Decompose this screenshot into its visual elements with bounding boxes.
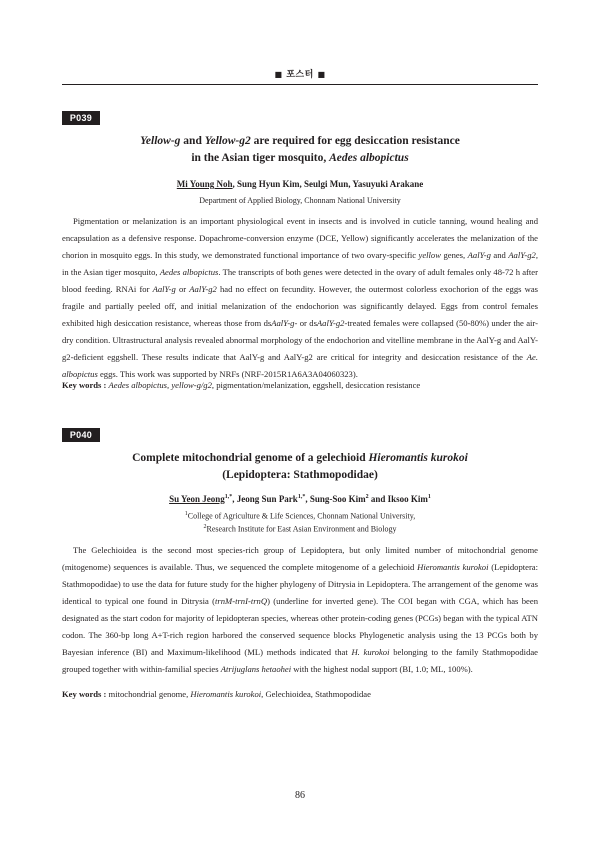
p039-title: Yellow-g and Yellow-g2 are required for egg desiccation resistance in the Asian tiger mosquito, Aedes albopictus [140,135,460,164]
p039-authors: Mi Young Noh, Sung Hyun Kim, Seulgi Mun, Yasuyuki Arakane [176,179,424,189]
p040-authors: Su Yeon Jeong$^{1,*}$, Jeong Sun Park$^{1,*}$, Sung-Soo Kim$^2$ and Iksoo Kim$^1$ [169,494,431,504]
p040-title: Complete mitochondrial genome of a gelechioid Hieromantis kurokoi (Lepidoptera: Stathmopodidae) [132,452,468,481]
p040-affiliations: $^1$College of Agriculture & Life Sciences, Chonnam National University, $^2$Research Institute for East Asian Environment and Biology [184,511,416,534]
poster-tag-p039: P039 [62,111,100,125]
page-number: 86 [295,790,305,801]
p040-keywords: Key words : mitochondrial genome, Hieromantis kurokoi, Gelechioidea, Stathmopodidae [62,689,371,699]
square-mark-right: ■ [317,70,326,79]
p039-keywords: Key words : Aedes albopictus, yellow-g/g2, pigmentation/melanization, eggshell, desiccation resistance [62,380,421,390]
square-mark-left: ■ [274,70,283,79]
header-divider [62,84,538,85]
p039-affiliation: Department of Applied Biology, Chonnam National University [199,196,401,205]
header-label: 포스터 [286,70,314,80]
p039-abstract: Pigmentation or melanization is an important physiological event in insects and is involved in cuticle tanning, wound healing and encapsulation as a defensive response. Dopachrome-conversion enzyme (DCE, Yellow) significantly accelerates the melanization of the chorion in mosquito eggs. In this study, we demonstrated functional importance of two ovary-specific yellow genes, AalY-g and AalY-g2, in the Asian tiger mosquito, Aedes albopictus. The transcripts of both genes were detected in the ovary of adult females only 48-72 h after blood feeding. RNAi for AalY-g or AalY-g2 had no effect on fecundity. However, the outermost colorless exochorion of the eggs was fragile and partially peeled off, and initial melanization of the endochorion was significantly delayed. Eggs from control females exhibited high desiccation resistance, whereas those from dsAalY-g- or dsAalY-g2-treated females were collapsed (50-80%) under the air-dry condition. Ultrastructural analysis revealed abnormal morphology of the endochorion and vitelline membrane in the AalY-g and AalY-g2-deficient eggshell. These results indicate that AalY-g and AalY-g2 are critical for integrity and desiccation resistance of the Ae. albopictus eggs. This work was supported by NRFs (NRF-2015R1A6A3A04060323). [62,216,538,379]
page-header [0,67,600,80]
p040-abstract: The Gelechioidea is the second most species-rich group of Lepidoptera, but only limited number of mitochondrial genome (mitogenome) sequences is available. Thus, we sequenced the complete mitogenome of a gelechioid Hieromantis kurokoi (Lepidoptera: Stathmopodidae) to use the data for future study for the higher phylogeny of Ditrysia in Lepidoptera. The arrangement of the genome was identical to typical one found in Ditrysia (trnM-trnI-trnQ) (underline for inverted gene). The COI began with CGA, which has been designated as the start codon for majority of lepidopteran species, whereas other protein-coding genes (PCGs) began with the typical ATN codon. The 360-bp long A+T-rich region harbored the conserved sequence blocks Phylogenetic analysis using the 13 PCGs both by Bayesian inference (BI) and Maximum-likelihood (ML) methods indicated that H. kurokoi belonging to the family Stathmopodidae grouped together with within-familial species Atrijuglans hetaohei with the highest nodal support (BI, 1.0; ML, 100%). [62,545,539,674]
poster-tag-p040: P040 [62,428,100,442]
